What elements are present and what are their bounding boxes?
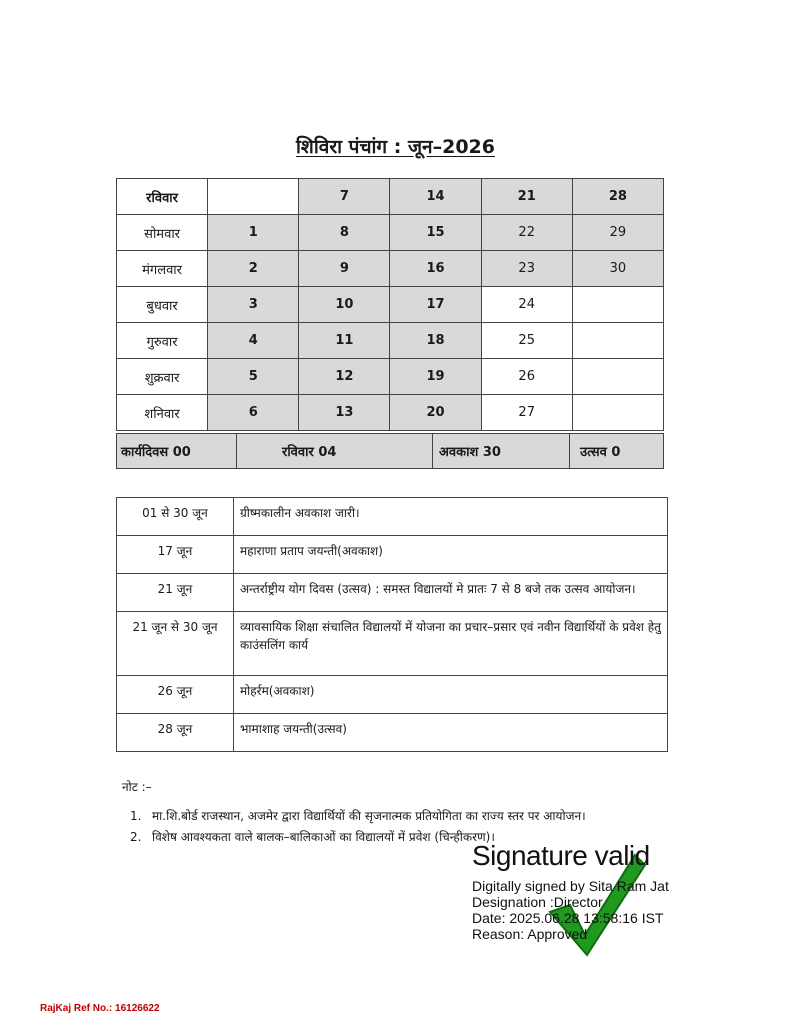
weekday-label: शुक्रवार [117, 359, 208, 395]
weekday-label: मंगलवार [117, 251, 208, 287]
calendar-row [117, 251, 664, 287]
calendar-date-cell: 22 [481, 215, 572, 251]
calendar-date-cell: 3 [208, 287, 299, 323]
calendar-date-cell: 4 [208, 323, 299, 359]
event-date: 21 जून से 30 जून [117, 612, 234, 676]
calendar-date-cell: 6 [208, 395, 299, 431]
calendar-empty-cell [572, 287, 663, 323]
calendar-date-cell: 9 [299, 251, 390, 287]
note-number: 1. [130, 809, 142, 823]
weekday-label: गुरुवार [117, 323, 208, 359]
note-item [130, 808, 650, 825]
event-text: ग्रीष्मकालीन अवकाश जारी। [234, 498, 668, 536]
signature-status: Signature valid [472, 840, 650, 871]
event-text: अन्तर्राष्ट्रीय योग दिवस (उत्सव) : समस्त विद्यालयों मे प्रातः 7 से 8 बजे तक उत्सव आयोजन। [234, 574, 668, 612]
calendar-date-cell: 24 [481, 287, 572, 323]
event-date: 21 जून [117, 574, 234, 612]
designation: Designation :Director [472, 894, 603, 910]
digital-signature [472, 840, 772, 942]
event-date: 28 जून [117, 714, 234, 752]
workdays-count: कार्यदिवस 00 [117, 434, 237, 469]
calendar-date-cell: 29 [572, 215, 663, 251]
calendar-date-cell: 17 [390, 287, 481, 323]
calendar-empty-cell [208, 179, 299, 215]
calendar-date-cell: 21 [481, 179, 572, 215]
note-text: विशेष आवश्यकता वाले बालक–बालिकाओं का विद्यालयों में प्रवेश (चिन्हीकरण)। [152, 830, 495, 844]
calendar-date-cell: 2 [208, 251, 299, 287]
sundays-count: रविवार 04 [237, 434, 433, 469]
signed-by: Digitally signed by Sita Ram Jat [472, 878, 669, 894]
event-text: भामाशाह जयन्ती(उत्सव) [234, 714, 668, 752]
weekday-label: शनिवार [117, 395, 208, 431]
calendar-date-cell: 15 [390, 215, 481, 251]
calendar-date-cell: 25 [481, 323, 572, 359]
calendar-row [117, 287, 664, 323]
calendar-date-cell: 14 [390, 179, 481, 215]
event-text: महाराणा प्रताप जयन्ती(अवकाश) [234, 536, 668, 574]
calendar-row [117, 179, 664, 215]
calendar-date-cell: 10 [299, 287, 390, 323]
calendar-row [117, 359, 664, 395]
weekday-label: बुधवार [117, 287, 208, 323]
weekday-label: रविवार [117, 179, 208, 215]
calendar-date-cell: 7 [299, 179, 390, 215]
calendar-empty-cell [572, 359, 663, 395]
calendar-date-cell: 12 [299, 359, 390, 395]
calendar-empty-cell [572, 323, 663, 359]
calendar-date-cell: 20 [390, 395, 481, 431]
calendar-date-cell: 8 [299, 215, 390, 251]
event-row [117, 574, 668, 612]
calendar-date-cell: 28 [572, 179, 663, 215]
event-row [117, 676, 668, 714]
calendar-date-cell: 11 [299, 323, 390, 359]
sign-date: Date: 2025.06.28 13:58:16 IST [472, 910, 664, 926]
events-table [116, 497, 668, 752]
calendar-date-cell: 1 [208, 215, 299, 251]
festivals-count: उत्सव 0 [570, 434, 664, 469]
calendar-date-cell: 26 [481, 359, 572, 395]
event-text: व्यावसायिक शिक्षा संचालित विद्यालयों में योजना का प्रचार–प्रसार एवं नवीन विद्यार्थियों के प्रवेश हेतु काउंसलिंग कार्य [234, 612, 668, 676]
calendar-date-cell: 19 [390, 359, 481, 395]
calendar-empty-cell [572, 395, 663, 431]
calendar-table [116, 178, 664, 431]
ref-number: RajKaj Ref No.: 16126622 [40, 1003, 160, 1014]
holidays-count: अवकाश 30 [433, 434, 570, 469]
event-date: 17 जून [117, 536, 234, 574]
calendar-row [117, 395, 664, 431]
calendar-date-cell: 13 [299, 395, 390, 431]
event-row [117, 612, 668, 676]
calendar-date-cell: 18 [390, 323, 481, 359]
summary-row [116, 433, 664, 469]
event-row [117, 536, 668, 574]
calendar-date-cell: 5 [208, 359, 299, 395]
note-number: 2. [130, 830, 142, 844]
calendar-date-cell: 30 [572, 251, 663, 287]
page-title: शिविरा पंचांग : जून–2026 [296, 136, 495, 158]
weekday-label: सोमवार [117, 215, 208, 251]
notes-label: नोट :– [122, 780, 152, 794]
note-text: मा.शि.बोर्ड राजस्थान, अजमेर द्वारा विद्यार्थियों की सृजनात्मक प्रतियोगिता का राज्य स्तर पर आयोजन। [152, 809, 586, 823]
calendar-date-cell: 27 [481, 395, 572, 431]
event-date: 01 से 30 जून [117, 498, 234, 536]
event-row [117, 714, 668, 752]
event-text: मोहर्रम(अवकाश) [234, 676, 668, 714]
calendar-date-cell: 16 [390, 251, 481, 287]
sign-reason: Reason: Approved [472, 926, 588, 942]
calendar-row [117, 323, 664, 359]
event-date: 26 जून [117, 676, 234, 714]
calendar-row [117, 215, 664, 251]
calendar-date-cell: 23 [481, 251, 572, 287]
event-row [117, 498, 668, 536]
